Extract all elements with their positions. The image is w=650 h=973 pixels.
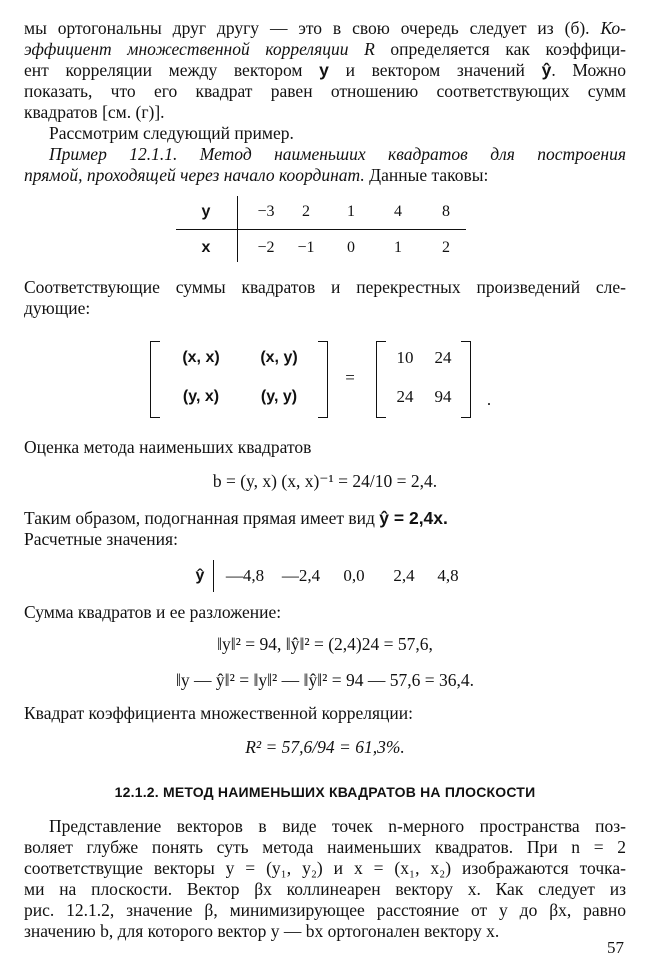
matrix-period: .	[486, 390, 492, 409]
formula-estimate: b = (y, x) (x, x)⁻¹ = 24/10 = 2,4.	[212, 471, 438, 491]
text-line: Рассмотрим следующий пример.	[49, 123, 294, 143]
text-line: Сумма квадратов и ее разложение:	[24, 602, 282, 622]
formula-r2: R² = 57,6/94 = 61,3%.	[245, 737, 405, 757]
matrix-entry: (y, x)	[182, 388, 220, 405]
text-line: рис. 12.1.2, значение β, минимизирующее расстояние от y до βx, равно	[24, 900, 626, 920]
formula-decomp-1: ‖y‖² = 94, ‖ŷ‖² = (2,4)24 = 57,6,	[217, 634, 433, 654]
text-line: Расчетные значения:	[24, 529, 178, 549]
table-x-label: x	[201, 239, 211, 256]
table-cell: 2	[302, 203, 310, 220]
section-heading: 12.1.2. МЕТОД НАИМЕНЬШИХ КВАДРАТОВ НА ПЛОСКОСТИ	[114, 784, 536, 800]
formula-decomp-2: ‖y — ŷ‖² = ‖y‖² — ‖ŷ‖² = 94 — 57,6 = 36,4.	[176, 670, 474, 690]
text-line: мы ортогональны друг другу — это в свою очередь следует из (б). Ко-	[24, 18, 626, 38]
fitted-value: —4,8	[225, 566, 265, 585]
text-line: дующие:	[24, 298, 91, 318]
text-line: ми на плоскости. Вектор βx коллинеарен вектору x. Как следует из	[24, 879, 626, 899]
matrix-entry: 24	[396, 387, 414, 406]
left-bracket	[376, 341, 386, 418]
example-title-cont: прямой, проходящей через начало координат. Данные таковы:	[24, 165, 489, 185]
text-line: показать, что его квадрат равен отношению соответствующих сумм	[24, 81, 626, 101]
text-line: ент корреляции между вектором y и вектором значений ŷ. Можно	[24, 60, 627, 80]
text-line: Соответствующие суммы квадратов и перекрестных произведений сле-	[24, 277, 626, 297]
matrix-entry: 94	[434, 387, 452, 406]
table-cell: −1	[297, 239, 315, 256]
right-bracket	[318, 341, 328, 418]
matrix-entry: (x, x)	[182, 349, 220, 366]
equals-sign: =	[345, 368, 355, 387]
text-line: Таким образом, подогнанная прямая имеет вид ŷ = 2,4x.	[24, 508, 448, 528]
table-cell: −3	[257, 203, 275, 220]
text-line: воляет глубже понять суть метода наименьших квадратов. При n = 2	[24, 837, 626, 857]
table-cell: 8	[442, 203, 450, 220]
matrix-entry: (x, y)	[260, 349, 298, 366]
text-line: соответствущие векторы y = (y₁, y₂) и x = (x₁, x₂) изображаются точка-	[24, 858, 626, 878]
fitted-divider	[213, 560, 214, 592]
table-cell: 1	[394, 239, 402, 256]
text-line: Представление векторов в виде точек n-мерного пространства поз-	[49, 816, 626, 836]
matrix-entry: 10	[396, 348, 414, 367]
text-line: Квадрат коэффициента множественной корреляции:	[24, 703, 414, 723]
table-divider-horizontal	[176, 229, 466, 230]
text-line: Оценка метода наименьших квадратов	[24, 437, 312, 457]
right-bracket	[461, 341, 471, 418]
fitted-value: —2,4	[281, 566, 321, 585]
table-cell: −2	[257, 239, 275, 256]
table-y-label: y	[201, 203, 211, 220]
left-bracket	[150, 341, 160, 418]
table-cell: 1	[347, 203, 355, 220]
data-table	[176, 196, 466, 262]
example-title: Пример 12.1.1. Метод наименьших квадратов для построения	[49, 144, 626, 164]
text-line: значению b, для которого вектор y — bx ортогонален вектору x.	[24, 921, 500, 941]
fitted-value: 4,8	[437, 566, 459, 585]
table-cell: 2	[442, 239, 450, 256]
text-line: квадратов [см. (г)].	[24, 102, 165, 122]
page-number: 57	[607, 938, 624, 957]
fitted-value: 0,0	[343, 566, 365, 585]
table-cell: 4	[394, 203, 402, 220]
matrix-entry: 24	[434, 348, 452, 367]
fitted-value: 2,4	[393, 566, 415, 585]
matrix-entry: (y, y)	[260, 388, 298, 405]
table-cell: 0	[347, 239, 355, 256]
fitted-label: ŷ	[195, 567, 205, 584]
text-line: эффициент множественной корреляции R определяется как коэффици-	[24, 39, 626, 59]
